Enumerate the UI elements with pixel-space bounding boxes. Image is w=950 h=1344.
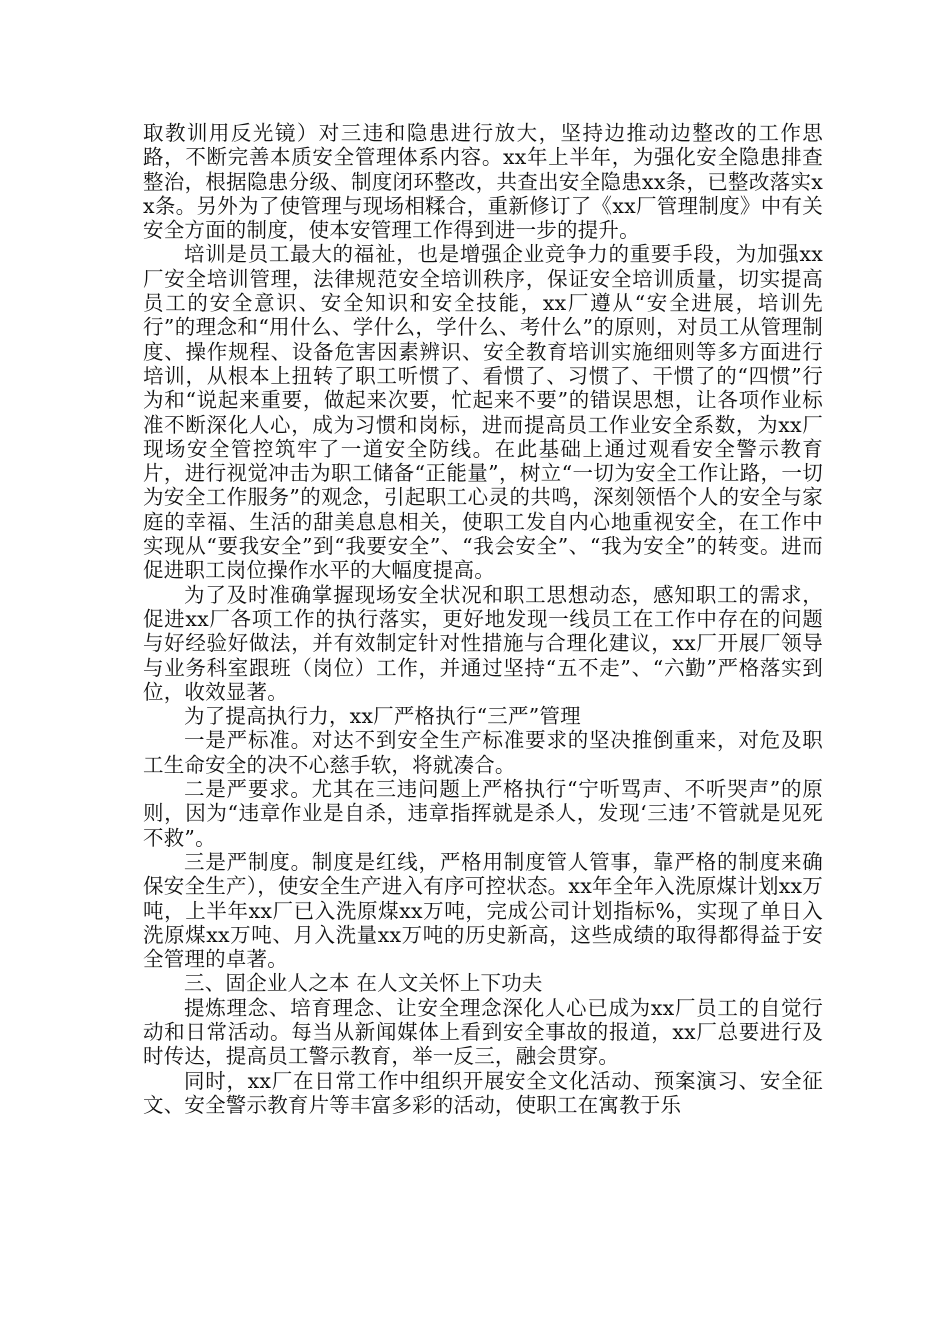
document-body xyxy=(143,121,823,1117)
section-heading: 三、固企业人之本 在人文关怀上下功夫 xyxy=(184,971,543,996)
paragraph-strict-requirement: 二是严要求。尤其在三违问题上严格执行“宁听骂声、不听哭声”的原则，因为“违章作业是自杀，违章指挥就是杀人，发现‘三违’不管就是见死不救”。 xyxy=(143,777,823,850)
paragraph-continuation: 取教训用反光镜）对三违和隐患进行放大，坚持边推动边整改的工作思路，不断完善本质安全管理体系内容。xx年上半年，为强化安全隐患排查整治，根据隐患分级、制度闭环整改，共查出安全隐患xx条，已整改落实xx条。另外为了使管理与现场相糅合，重新修订了《xx厂管理制度》中有关安全方面的制度，使本安管理工作得到进一步的提升。 xyxy=(143,121,823,243)
paragraph-strict-standard: 一是严标准。对达不到安全生产标准要求的坚决推倒重来，对危及职工生命安全的决不心慈手软，将就凑合。 xyxy=(143,728,823,777)
paragraph-follow-shift: 为了及时准确掌握现场安全状况和职工思想动态，感知职工的需求，促进xx厂各项工作的执行落实，更好地发现一线员工在工作中存在的问题与好经验好做法，并有效制定针对性措施与合理化建议，xx厂开展厂领导与业务科室跟班（岗位）工作，并通过坚持“五不走”、“六勤”严格落实到位，收效显著。 xyxy=(143,582,823,704)
paragraph-training: 培训是员工最大的福祉，也是增强企业竞争力的重要手段，为加强xx厂安全培训管理，法律规范安全培训秩序，保证安全培训质量，切实提高员工的安全意识、安全知识和安全技能，xx厂遵从“安全进展，培训先行”的理念和“用什么、学什么，学什么、考什么”的原则，对员工从管理制度、操作规程、设备危害因素辨识、安全教育培训实施细则等多方面进行培训，从根本上扭转了职工听惯了、看惯了、习惯了、干惯了的“四惯”行为和“说起来重要，做起来次要，忙起来不要”的错误思想，让各项作业标准不断深化人心，成为习惯和岗标，进而提高员工作业安全系数，为xx厂现场安全管控筑牢了一道安全防线。在此基础上通过观看安全警示教育片，进行视觉冲击为职工储备“正能量”，树立“一切为安全工作让路，一切为安全工作服务”的观念，引起职工心灵的共鸣，深刻领悟个人的安全与家庭的幸福、生活的甜美息息相关，使职工发自内心地重视安全，在工作中实现从“要我安全”到“我要安全”、“我会安全”、“我为安全”的转变。进而促进职工岗位操作水平的大幅度提高。 xyxy=(143,242,823,583)
paragraph-safety-concept: 提炼理念、培育理念、让安全理念深化人心已成为xx厂员工的自觉行动和日常活动。每当从新闻媒体上看到安全事故的报道，xx厂总要进行及时传达，提高员工警示教育，举一反三，融会贯穿。 xyxy=(143,995,823,1069)
paragraph-three-strict-intro: 为了提高执行力，xx厂严格执行“三严”管理 xyxy=(184,704,581,729)
paragraph-activities: 同时，xx厂在日常工作中组织开展安全文化活动、预案演习、安全征文、安全警示教育片等丰富多彩的活动，使职工在寓教于乐 xyxy=(143,1068,823,1117)
paragraph-strict-system: 三是严制度。制度是红线，严格用制度管人管事，靠严格的制度来确保安全生产），使安全生产进入有序可控状态。xx年全年入洗原煤计划xx万吨，上半年xx厂已入洗原煤xx万吨，完成公司计划指标%，实现了单日入洗原煤xx万吨、月入洗量xx万吨的历史新高，这些成绩的取得都得益于安全管理的卓著。 xyxy=(143,849,823,972)
